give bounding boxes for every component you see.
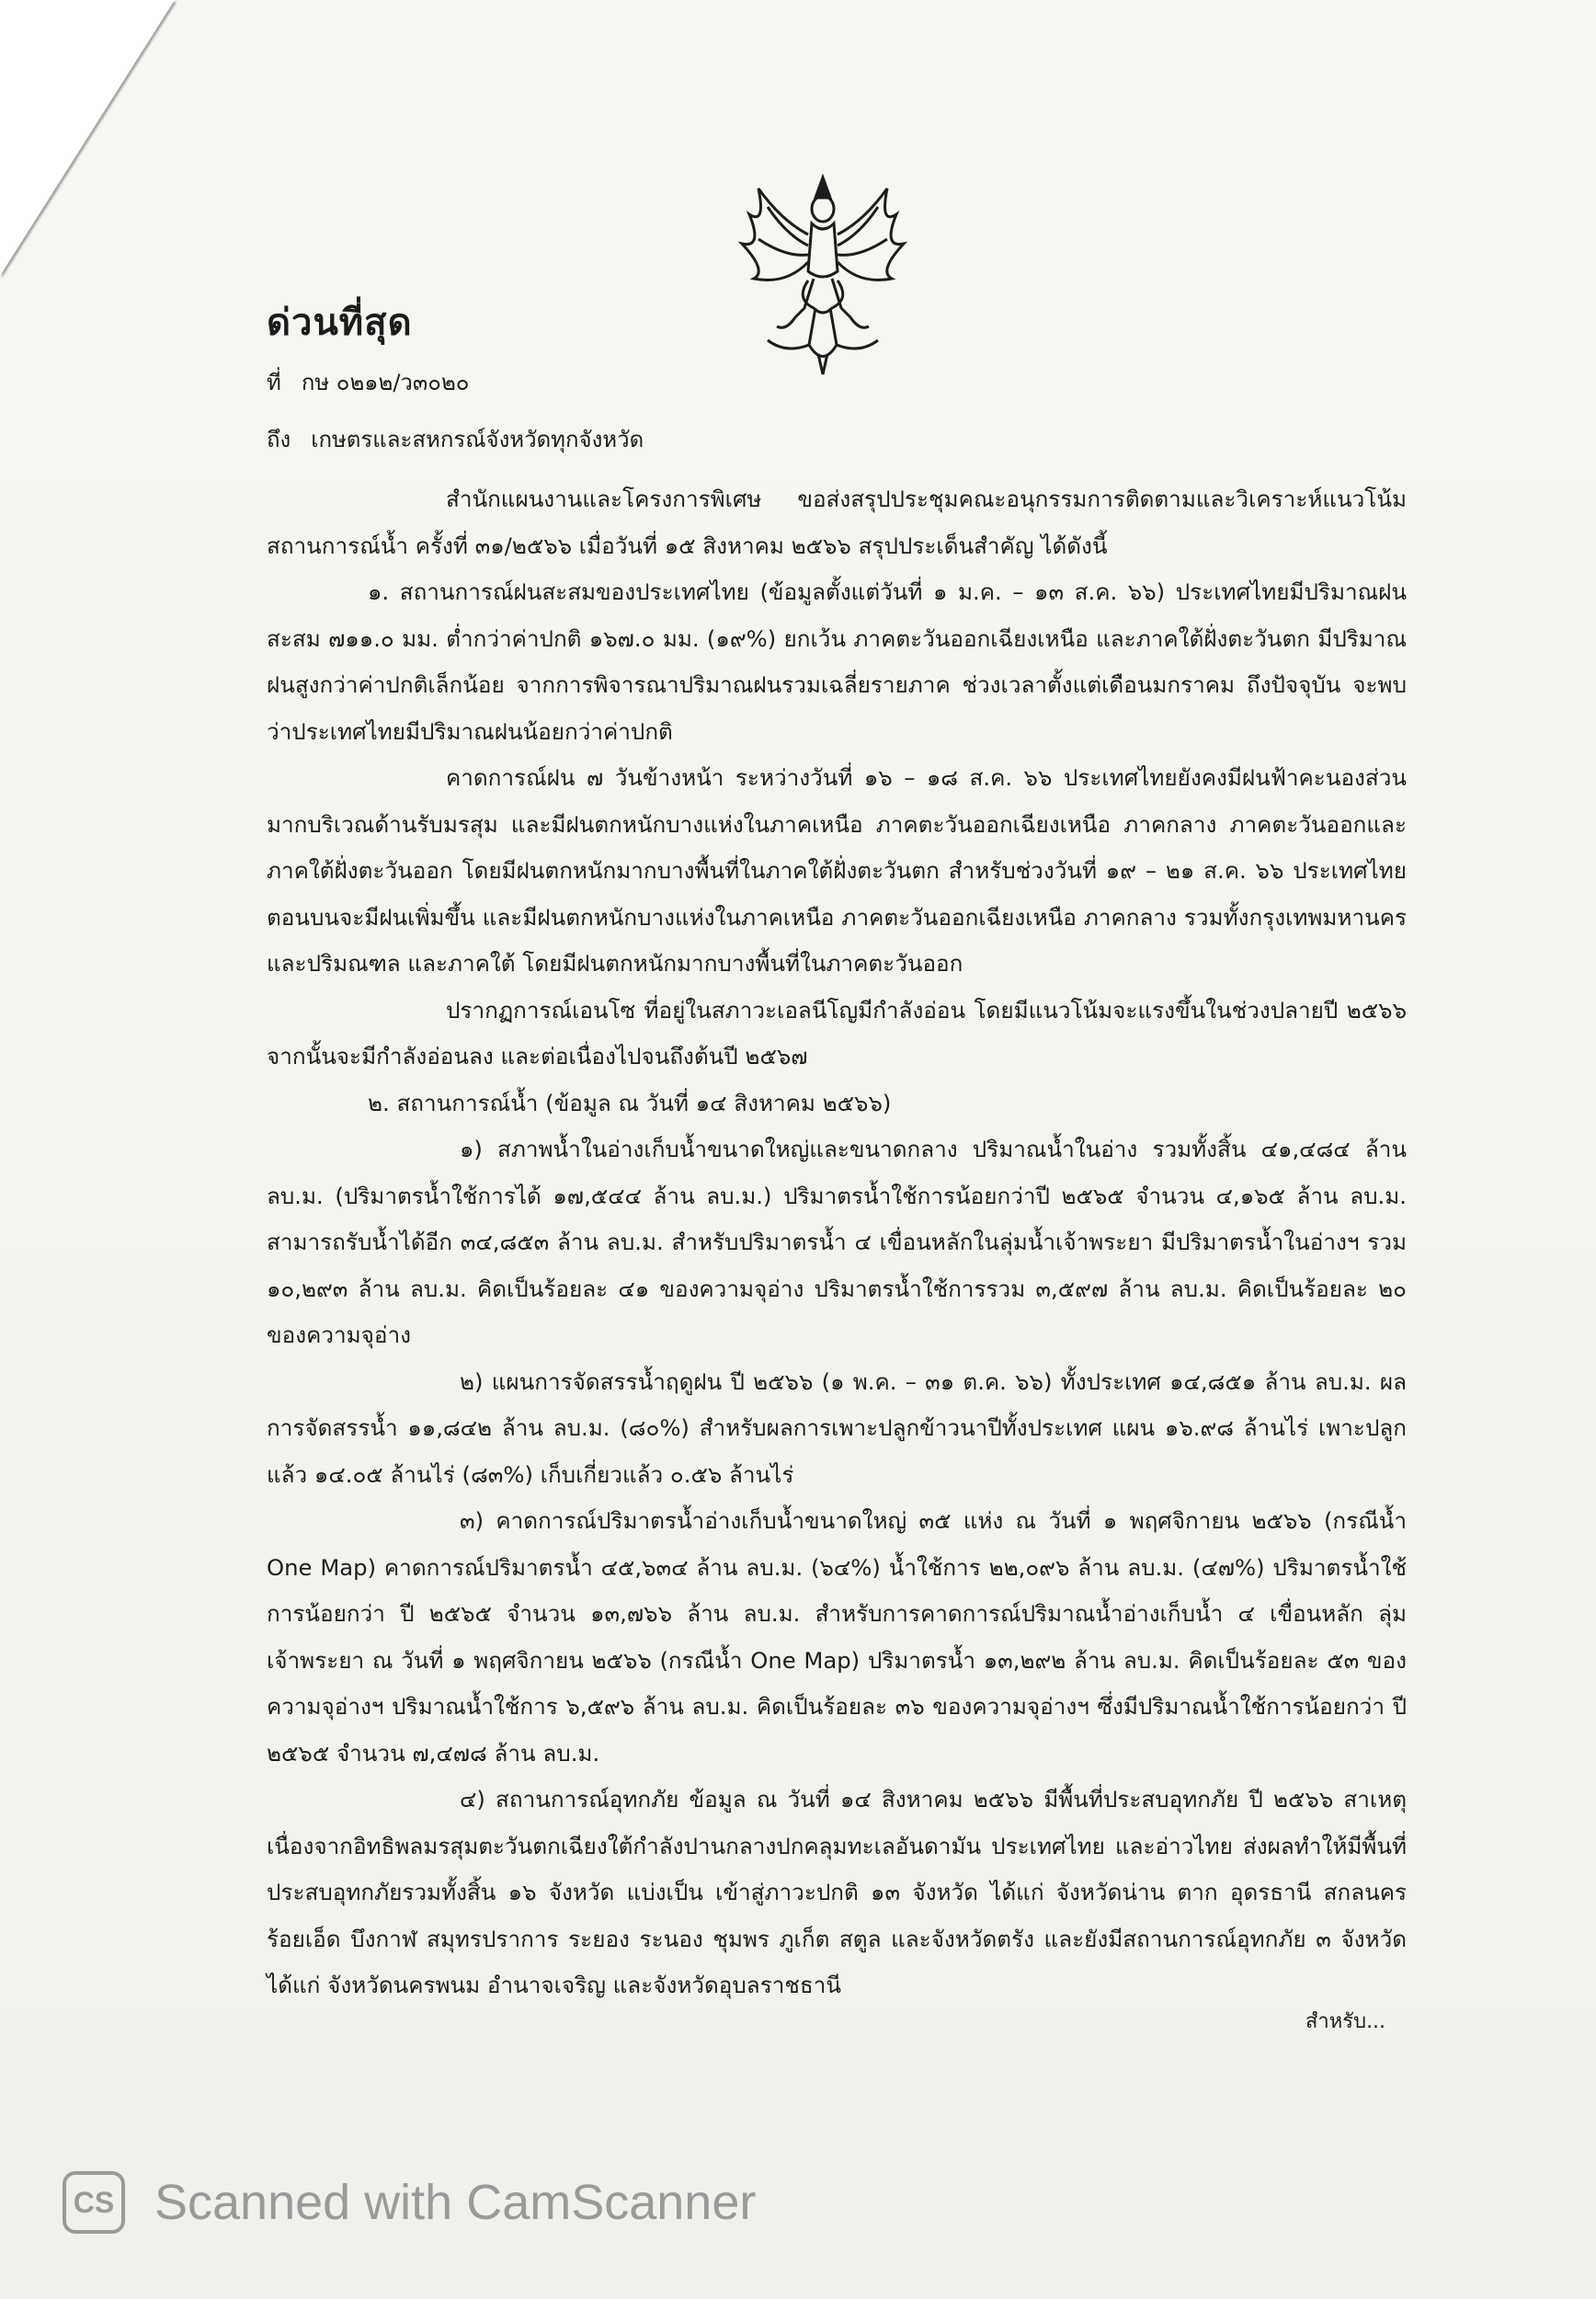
folded-corner [0,0,175,276]
allocation-paragraph: ๒) แผนการจัดสรรน้ำฤดูฝน ปี ๒๕๖๖ (๑ พ.ค. – ๓๑ ต.ค. ๖๖) ทั้งประเทศ ๑๔,๘๕๑ ล้าน ลบ.ม. ผลการจัดสรรน้ำ ๑๑,๘๔๒ ล้าน ลบ.ม. (๘๐%) สำหรับผลการเพาะปลูกข้าวนาปีทั้งประเทศ แผน ๑๖.๙๘ ล้านไร่ เพาะปลูกแล้ว ๑๔.๐๕ ล้านไร่ (๘๓%) เก็บเกี่ยวแล้ว ๐.๕๖ ล้านไร่ [267,1367,1407,1488]
document-body [267,476,1407,2009]
document-number-value: กษ ๐๒๑๒/ว๓๐๒๐ [301,370,470,395]
garuda-emblem-icon [731,170,915,377]
intro-paragraph: สำนักแผนงานและโครงการพิเศษ ขอส่งสรุปประชุมคณะอนุกรรมการติดตามและวิเคราะห์แนวโน้มสถานการณ์น้ำ ครั้งที่ ๓๑/๒๕๖๖ เมื่อวันที่ ๑๕ สิงหาคม ๒๕๖๖ สรุปประเด็นสำคัญ ได้ดังนี้ [267,486,1407,559]
recipient-value: เกษตรและสหกรณ์จังหวัดทุกจังหวัด [311,427,644,452]
camscanner-logo-icon: CS [63,2171,125,2234]
continuation-marker: สำหรับ... [1305,2010,1386,2033]
document-number [267,364,489,400]
document-number-label: ที่ [267,370,281,395]
recipient-label: ถึง [267,427,291,452]
forecast-volume-paragraph: ๓) คาดการณ์ปริมาตรน้ำอ่างเก็บน้ำขนาดใหญ่ ๓๕ แห่ง ณ วันที่ ๑ พฤศจิกายน ๒๕๖๖ (กรณีน้ำ One Map) คาดการณ์ปริมาตรน้ำ ๔๕,๖๓๔ ล้าน ลบ.ม. (๖๔%) น้ำใช้การ ๒๒,๐๙๖ ล้าน ลบ.ม. (๔๗%) ปริมาตรน้ำใช้การน้อยกว่า ปี ๒๕๖๕ จำนวน ๑๓,๗๖๖ ล้าน ลบ.ม. สำหรับการคาดการณ์ปริมาณน้ำอ่างเก็บน้ำ ๔ เขื่อนหลัก ลุ่มเจ้าพระยา ณ วันที่ ๑ พฤศจิกายน ๒๕๖๖ (กรณีน้ำ One Map) ปริมาตรน้ำ ๑๓,๒๙๒ ล้าน ลบ.ม. คิดเป็นร้อยละ ๕๓ ของความจุอ่างฯ ปริมาณน้ำใช้การ ๖,๕๙๖ ล้าน ลบ.ม. คิดเป็นร้อยละ ๓๖ ของความจุอ่างฯ ซึ่งมีปริมาณน้ำใช้การน้อยกว่า ปี ๒๕๖๕ จำนวน ๗,๔๗๘ ล้าน ลบ.ม. [267,1507,1407,1767]
urgency-heading: ด่วนที่สุด [267,302,413,344]
rainfall-paragraph: ๑. สถานการณ์ฝนสะสมของประเทศไทย (ข้อมูลตั้งแต่วันที่ ๑ ม.ค. – ๑๓ ส.ค. ๖๖) ประเทศไทยมีปริมาณฝนสะสม ๗๑๑.๐ มม. ต่ำกว่าค่าปกติ ๑๖๗.๐ มม. (๑๙%) ยกเว้น ภาคตะวันออกเฉียงเหนือ และภาคใต้ฝั่งตะวันตก มีปริมาณฝนสูงกว่าค่าปกติเล็กน้อย จากการพิจารณาปริมาณฝนรวมเฉลี่ยรายภาค ช่วงเวลาตั้งแต่เดือนมกราคม ถึงปัจจุบัน จะพบว่าประเทศไทยมีปริมาณฝนน้อยกว่าค่าปกติ [267,578,1407,745]
enso-paragraph: ปรากฏการณ์เอนโซ ที่อยู่ในสภาวะเอลนีโญมีกำลังอ่อน โดยมีแนวโน้มจะแรงขึ้นในช่วงปลายปี ๒๕๖๖ จากนั้นจะมีกำลังอ่อนลง และต่อเนื่องไปจนถึงต้นปี ๒๕๖๗ [267,996,1407,1069]
recipient-line [267,421,664,457]
reservoir-paragraph: ๑) สภาพน้ำในอ่างเก็บน้ำขนาดใหญ่และขนาดกลาง ปริมาณน้ำในอ่าง รวมทั้งสิ้น ๔๑,๔๘๔ ล้าน ลบ.ม. (ปริมาตรน้ำใช้การได้ ๑๗,๕๔๔ ล้าน ลบ.ม.) ปริมาตรน้ำใช้การน้อยกว่าปี ๒๕๖๕ จำนวน ๔,๑๖๕ ล้าน ลบ.ม. สามารถรับน้ำได้อีก ๓๔,๘๕๓ ล้าน ลบ.ม. สำหรับปริมาตรน้ำ ๔ เขื่อนหลักในลุ่มน้ำเจ้าพระยา มีปริมาตรน้ำในอ่างฯ รวม ๑๐,๒๙๓ ล้าน ลบ.ม. คิดเป็นร้อยละ ๔๑ ของความจุอ่าง ปริมาตรน้ำใช้การรวม ๓,๕๙๗ ล้าน ลบ.ม. คิดเป็นร้อยละ ๒๐ ของความจุอ่าง [267,1136,1407,1348]
water-situation-heading: ๒. สถานการณ์น้ำ (ข้อมูล ณ วันที่ ๑๔ สิงหาคม ๒๕๖๖) [368,1089,892,1116]
camscanner-watermark [63,2166,756,2239]
forecast-paragraph: คาดการณ์ฝน ๗ วันข้างหน้า ระหว่างวันที่ ๑๖ – ๑๘ ส.ค. ๖๖ ประเทศไทยยังคงมีฝนฟ้าคะนองส่วนมากบริเวณด้านรับมรสุม และมีฝนตกหนักบางแห่งในภาคเหนือ ภาคตะวันออกเฉียงเหนือ ภาคกลาง ภาคตะวันออกและภาคใต้ฝั่งตะวันออก โดยมีฝนตกหนักมากบางพื้นที่ในภาคใต้ฝั่งตะวันตก สำหรับช่วงวันที่ ๑๙ – ๒๑ ส.ค. ๖๖ ประเทศไทยตอนบนจะมีฝนเพิ่มขึ้น และมีฝนตกหนักบางแห่งในภาคเหนือ ภาคตะวันออกเฉียงเหนือ ภาคกลาง รวมทั้งกรุงเทพมหานครและปริมณฑล และภาคใต้ โดยมีฝนตกหนักมากบางพื้นที่ในภาคตะวันออก [267,764,1407,977]
watermark-text: Scanned with CamScanner [154,2175,757,2230]
flood-paragraph: ๔) สถานการณ์อุทกภัย ข้อมูล ณ วันที่ ๑๔ สิงหาคม ๒๕๖๖ มีพื้นที่ประสบอุทกภัย ปี ๒๕๖๖ สาเหตุเนื่องจากอิทธิพลมรสุมตะวันตกเฉียงใต้กำลังปานกลางปกคลุมทะเลอันดามัน ประเทศไทย และอ่าวไทย ส่งผลทำให้มีพื้นที่ประสบอุทกภัยรวมทั้งสิ้น ๑๖ จังหวัด แบ่งเป็น เข้าสู่ภาวะปกติ ๑๓ จังหวัด ได้แก่ จังหวัดน่าน ตาก อุดรธานี สกลนคร ร้อยเอ็ด บึงกาฬ สมุทรปราการ ระยอง ระนอง ชุมพร ภูเก็ต สตูล และจังหวัดตรัง และยังมีสถานการณ์อุทกภัย ๓ จังหวัด ได้แก่ จังหวัดนครพนม อำนาจเจริญ และจังหวัดอุบลราชธานี [267,1786,1407,1998]
